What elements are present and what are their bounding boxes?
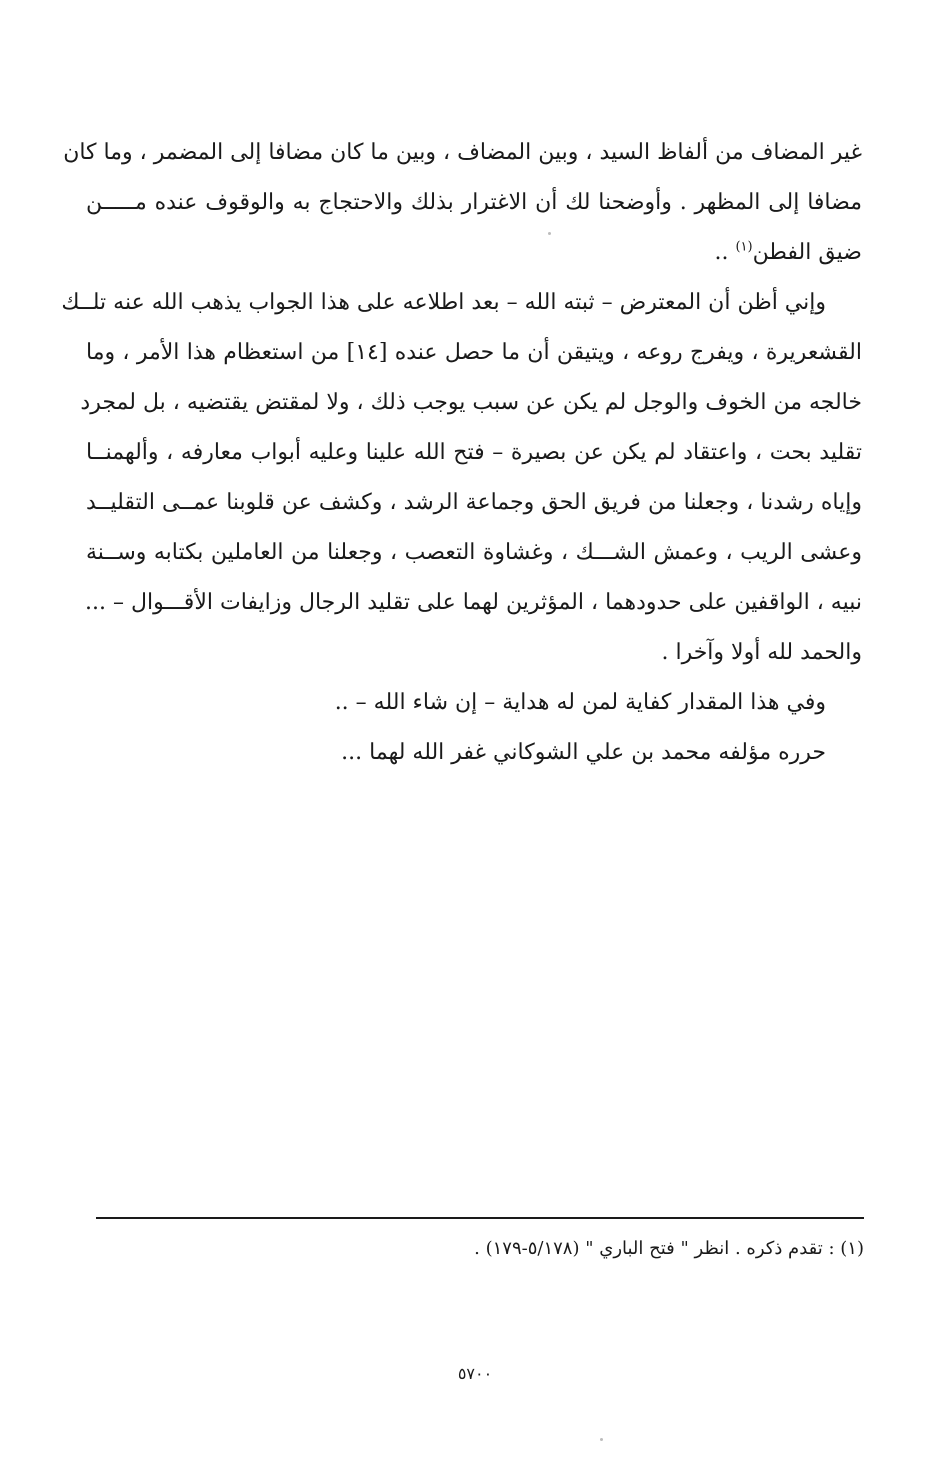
scan-speck — [548, 232, 551, 235]
text-line-1: غير المضاف من ألفاظ السيد ، وبين المضاف ، وبين ما كان مضافا إلى المضمر ، وما كان — [63, 140, 862, 165]
text-line-7: تقليد بحت ، واعتقاد لم يكن عن بصيرة – فتح الله علينا وعليه أبواب معارفه ، وألهمنــا — [86, 440, 862, 465]
text-line-11: والحمد لله أولا وآخرا . — [661, 640, 862, 665]
text-line-3-content: ضيق الفطن — [752, 240, 862, 265]
text-line-9: وعشى الريب ، وعمش الشـــك ، وغشاوة التعصب ، وجعلنا من العاملين بكتابه وســنة — [86, 540, 862, 565]
main-text-block — [61, 128, 862, 778]
footnote-reference: (١) — [735, 239, 753, 255]
text-line-3 — [86, 228, 862, 278]
footnote-divider — [96, 1217, 864, 1219]
text-line-13: حرره مؤلفه محمد بن علي الشوكاني غفر الله لهما ... — [341, 740, 826, 765]
footnote: (١) : تقدم ذكره . انظر " فتح الباري " (٥/١٧٨-١٧٩) . — [474, 1238, 864, 1259]
text-line-2: مضافا إلى المظهر . وأوضحنا لك أن الاغترار بذلك والاحتجاج به والوقوف عنده مـــــن — [86, 190, 862, 215]
scan-speck — [600, 1438, 603, 1441]
text-line-6: خالجه من الخوف والوجل لم يكن عن سبب يوجب ذلك ، ولا لمقتض يقتضيه ، بل لمجرد — [80, 390, 862, 415]
text-line-3-tail: .. — [714, 240, 736, 265]
text-line-8: وإياه رشدنا ، وجعلنا من فريق الحق وجماعة الرشد ، وكشف عن قلوبنا عمــى التقليــد — [86, 490, 862, 515]
text-line-12: وفي هذا المقدار كفاية لمن له هداية – إن شاء الله – .. — [334, 690, 826, 715]
text-line-4: وإني أظن أن المعترض – ثبته الله – بعد اطلاعه على هذا الجواب يذهب الله عنه تلــك — [61, 290, 826, 315]
text-line-5: القشعريرة ، ويفرج روعه ، ويتيقن أن ما حصل عنده [١٤] من استعظام هذا الأمر ، وما — [86, 340, 862, 365]
page-number: ٥٧٠٠ — [457, 1364, 493, 1383]
text-line-10: نبيه ، الواقفين على حدودهما ، المؤثرين لهما على تقليد الرجال وزايفات الأقـــوال – ... — [85, 590, 862, 615]
